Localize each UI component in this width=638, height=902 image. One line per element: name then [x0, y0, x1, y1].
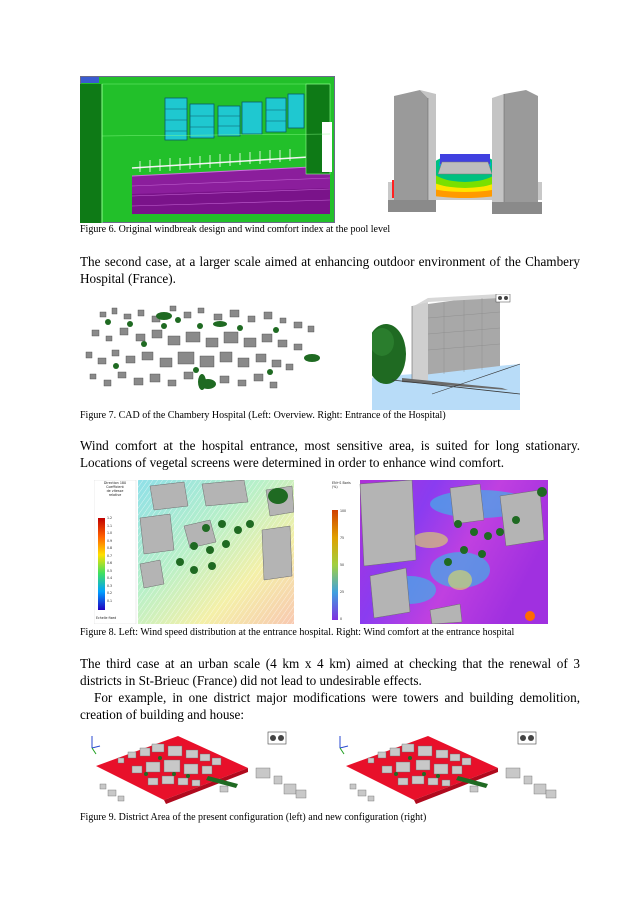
legend-tick: 0.3 [107, 583, 113, 588]
fig9-left-image [88, 726, 316, 810]
fig8-right-legend [332, 481, 351, 489]
paragraph-hospital-entrance [80, 437, 580, 471]
legend-tick: 1.1 [107, 523, 113, 528]
legend-tick: 50 [340, 563, 345, 567]
legend-tick: 0 [340, 617, 343, 621]
fig8-left-image [94, 480, 294, 624]
legend-tick: 100 [340, 509, 347, 513]
legend-tick: 0.4 [107, 576, 113, 580]
legend-tick: 0.5 [107, 568, 113, 573]
figure-8-caption: Figure 8. Left: Wind speed distribution at the entrance hospital. Right: Wind comfort at the entrance hospital [80, 627, 515, 638]
fig7-right-image [372, 294, 520, 410]
legend-tick: 0.8 [107, 546, 113, 550]
fig8-left-legend-ticks [107, 516, 112, 606]
legend-tick: 0.9 [107, 538, 113, 543]
fig8-left-legend-title-1: Direction 180 [103, 481, 127, 485]
fig8-left-legend-title-2: Coefficient [106, 485, 124, 489]
fig8-left-legend-title-4: relative [108, 493, 122, 497]
legend-tick: 1.0 [107, 531, 113, 535]
paragraph-st-brieuc-text-2: For example, in one district major modifications were towers and building demolition, creation of building and house: [80, 690, 580, 722]
paragraph-chambery-intro [80, 253, 580, 287]
legend-tick: 0.7 [107, 553, 113, 558]
fig9-right-image [336, 726, 564, 810]
paragraph-st-brieuc-text-1: The third case at an urban scale (4 km x 4 km) aimed at checking that the renewal of 3 districts in St-Brieuc (France) did not lead to undesirable effects. [80, 656, 580, 688]
fig8-left-legend-footer: Echelle fixed [96, 616, 117, 620]
fig8-right-legend-title-2: (%) [332, 485, 338, 489]
paragraph-st-brieuc-1 [80, 655, 580, 689]
legend-tick: 0.1 [107, 598, 113, 603]
paragraph-chambery-text: The second case, at a larger scale aimed at enhancing outdoor environment of the Chambery Hospital (France). [80, 254, 580, 286]
fig6-right-image [380, 84, 550, 222]
fig8-right-legend-ticks [340, 509, 346, 623]
legend-tick: 0.2 [107, 591, 113, 595]
paragraph-st-brieuc-2 [80, 689, 580, 723]
legend-tick: 25 [340, 590, 345, 594]
legend-tick: 1.2 [107, 516, 113, 520]
legend-tick: 0.6 [107, 561, 113, 565]
fig8-right-image [330, 480, 548, 624]
fig8-left-legend-title-3: de vitesse [106, 489, 124, 493]
legend-tick: 75 [340, 536, 345, 540]
paragraph-hospital-text: Wind comfort at the hospital entrance, most sensitive area, is suited for long stationary. Locations of vegetal screens were determined in order to enhance wind comfort. [80, 438, 580, 470]
fig7-left-image [80, 302, 324, 398]
fig8-left-legend [95, 481, 135, 497]
figure-6-caption: Figure 6. Original windbreak design and wind comfort index at the pool level [80, 224, 391, 235]
fig6-left-image [80, 76, 335, 223]
fig8-right-legend-title-1: EN+S Boris [332, 481, 351, 485]
figure-9-caption: Figure 9. District Area of the present configuration (left) and new configuration (right) [80, 812, 427, 823]
figure-7-caption: Figure 7. CAD of the Chambery Hospital (Left: Overview. Right: Entrance of the Hospital) [80, 410, 446, 421]
